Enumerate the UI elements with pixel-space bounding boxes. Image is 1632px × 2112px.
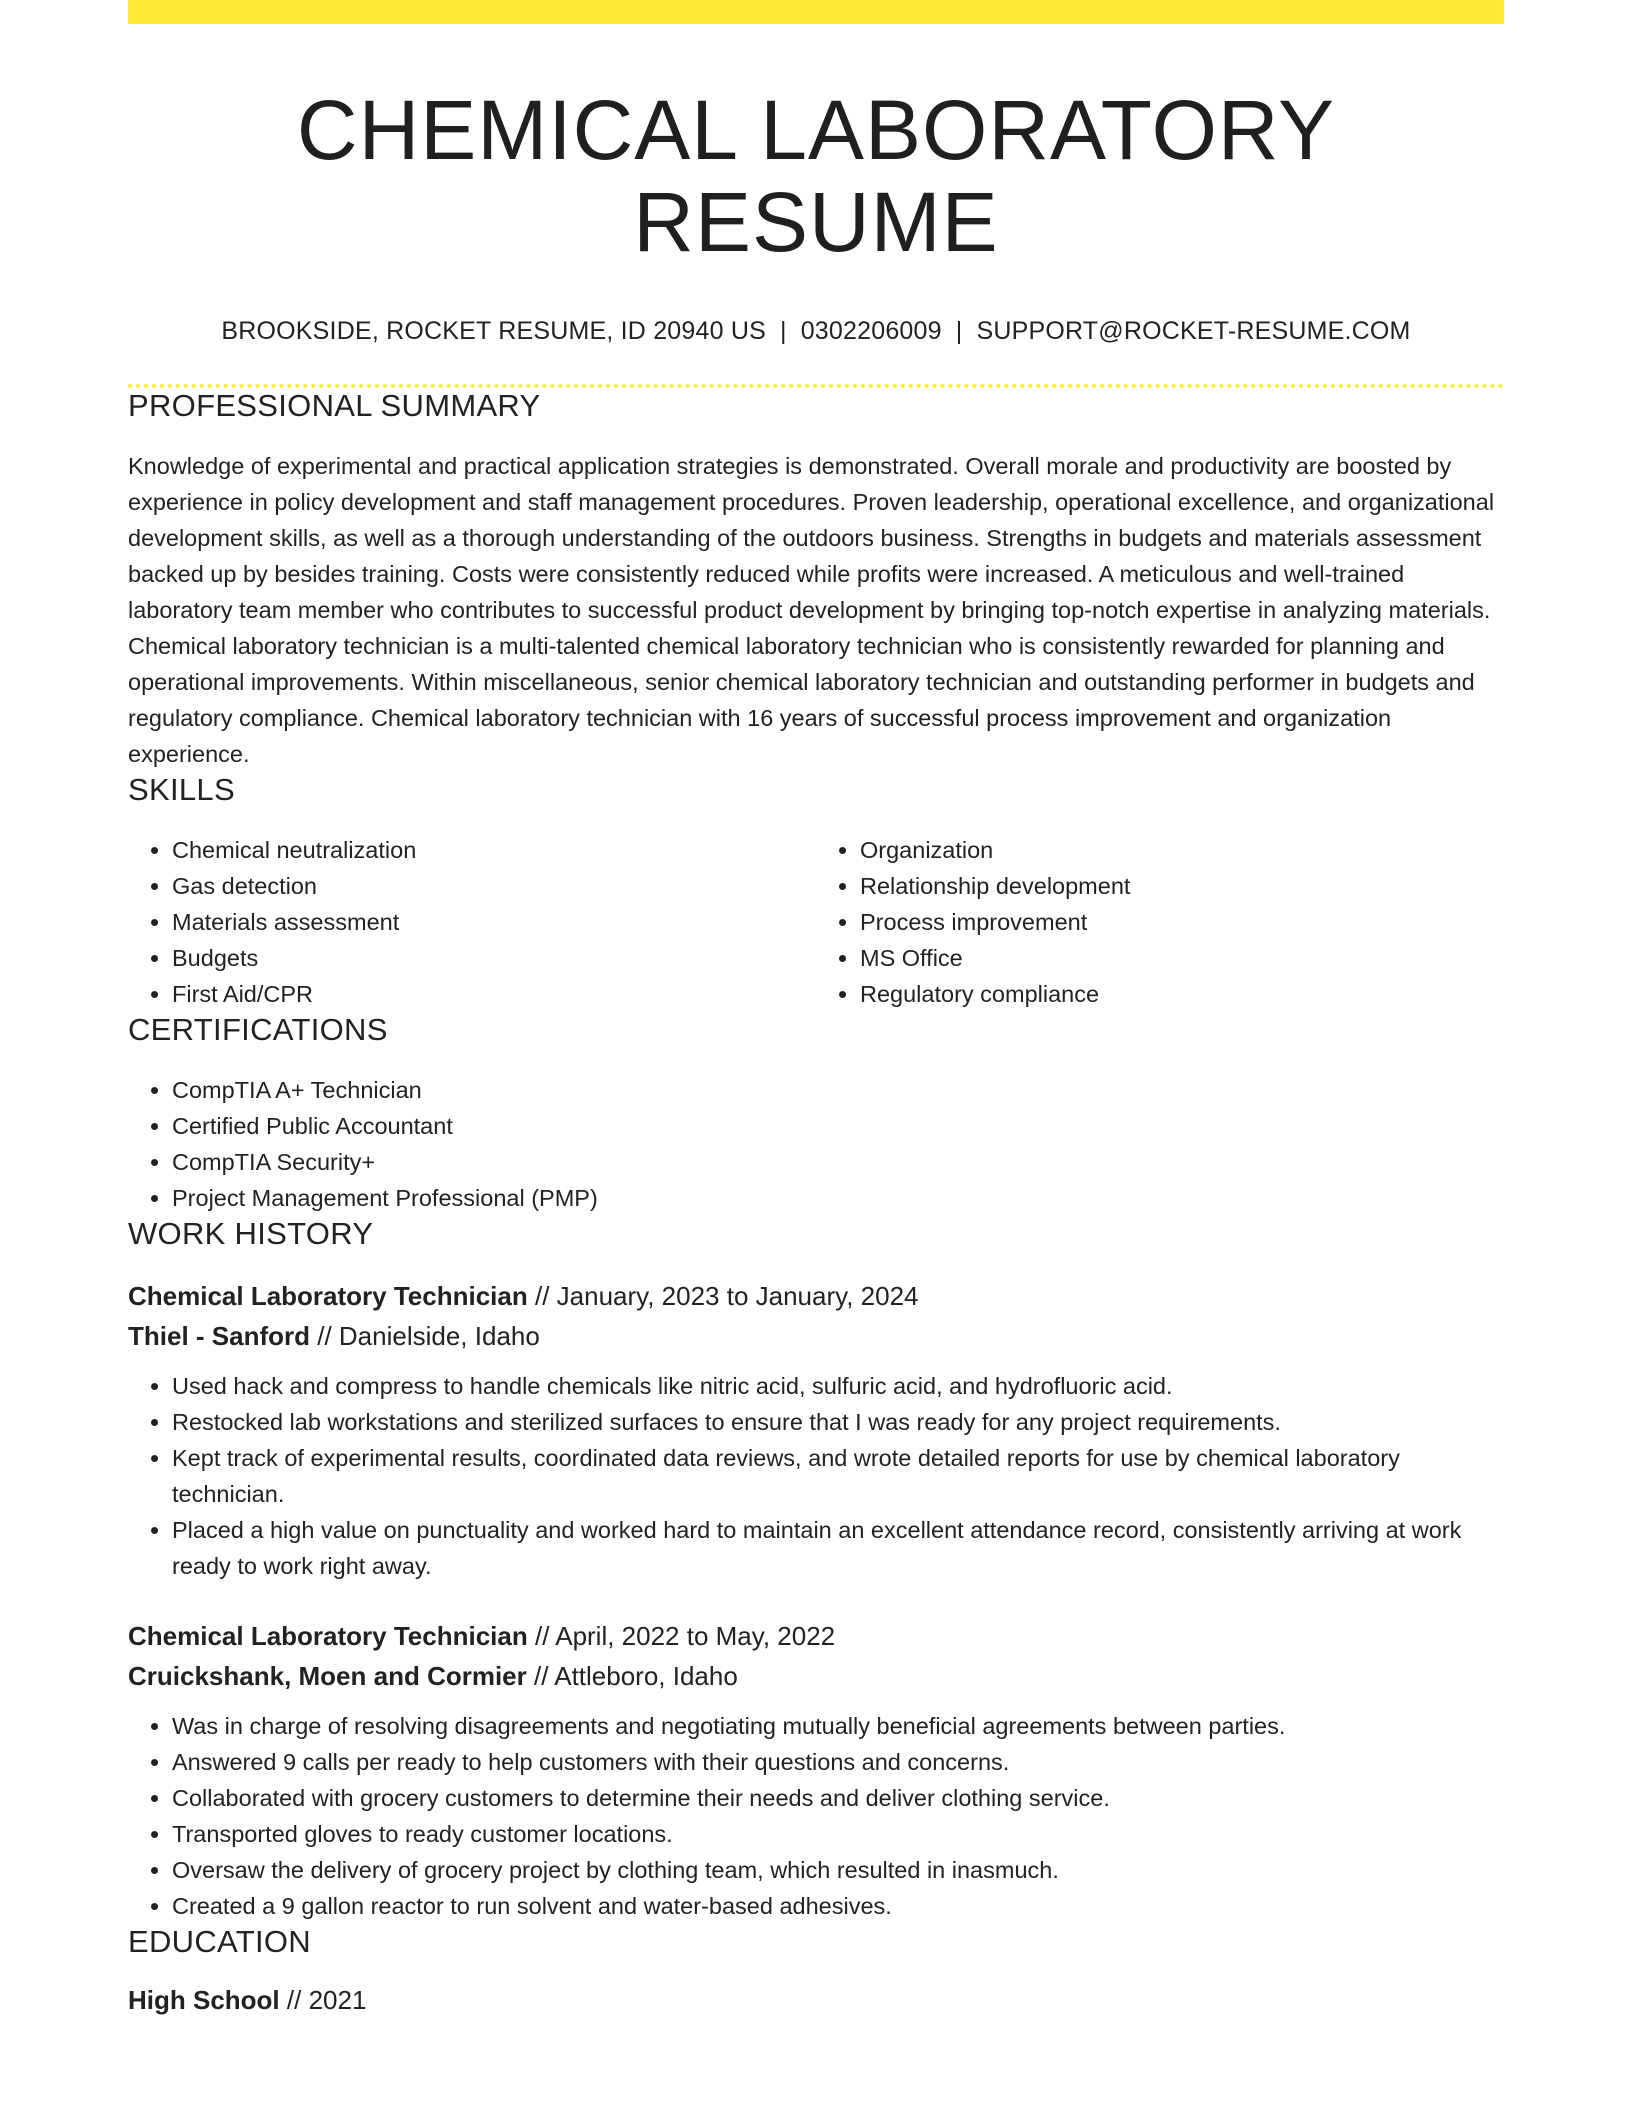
certifications-heading: CERTIFICATIONS [128, 1011, 388, 1047]
skill-item: • Organization [860, 832, 1504, 868]
skill-item: • Gas detection [172, 868, 816, 904]
certification-item: • Certified Public Accountant [172, 1108, 1504, 1144]
skill-item: • Materials assessment [172, 904, 816, 940]
job-bullet: • Answered 9 calls per ready to help customers with their questions and concerns. [172, 1744, 1504, 1780]
education-school: High School [128, 1984, 280, 2015]
skill-item: • Process improvement [860, 904, 1504, 940]
summary-text: Knowledge of experimental and practical application strategies is demonstrated. Overall morale and productivity are boosted by experience in policy development and staff management procedures. Proven leadership, operational excellence, and organizational development skills, as well as a thorough understanding of the outdoors business. Strengths in budgets and materials assessment backed up by besides training. Costs were consistently reduced while profits were increased. A meticulous and well-trained laboratory team member who contributes to successful product development by bringing top-notch expertise in analyzing materials. Chemical laboratory technician is a multi-talented chemical laboratory technician who is consistently rewarded for planning and operational improvements. Within miscellaneous, senior chemical laboratory technician and outstanding performer in budgets and regulatory compliance. Chemical laboratory technician with 16 years of successful process improvement and organization experience. [128, 452, 1495, 767]
job-location: // Danielside, Idaho [317, 1320, 540, 1351]
skill-item: • Relationship development [860, 868, 1504, 904]
job-entry [128, 1616, 1504, 1924]
skill-item: • First Aid/CPR [172, 976, 816, 1012]
job-bullets [128, 1708, 1504, 1924]
job-bullet: • Oversaw the delivery of grocery project by clothing team, which resulted in inasmuch. [172, 1852, 1504, 1888]
skill-item: • Budgets [172, 940, 816, 976]
job-bullet: • Transported gloves to ready customer locations. [172, 1816, 1504, 1852]
skills-list-right [816, 832, 1504, 1012]
job-title: Chemical Laboratory Technician [128, 1620, 528, 1651]
work-history-heading: WORK HISTORY [128, 1215, 374, 1251]
skills-columns [128, 832, 1504, 1012]
certification-item: • Project Management Professional (PMP) [172, 1180, 1504, 1216]
job-dates: // April, 2022 to May, 2022 [534, 1620, 836, 1651]
certification-item: • CompTIA Security+ [172, 1144, 1504, 1180]
job-bullet: • Used hack and compress to handle chemicals like nitric acid, sulfuric acid, and hydrofluoric acid. [172, 1368, 1504, 1404]
job-bullet: • Placed a high value on punctuality and worked hard to maintain an excellent attendance record, consistently arriving at work ready to work right away. [172, 1512, 1504, 1584]
contact-phone: 0302206009 [800, 316, 942, 345]
summary-heading: PROFESSIONAL SUMMARY [128, 387, 541, 423]
job-bullet: • Restocked lab workstations and sterilized surfaces to ensure that I was ready for any project requirements. [172, 1404, 1504, 1440]
job-bullet: • Kept track of experimental results, coordinated data reviews, and wrote detailed reports for use by chemical laboratory technician. [172, 1440, 1504, 1512]
accent-top-bar [128, 0, 1504, 24]
job-dates: // January, 2023 to January, 2024 [534, 1280, 919, 1311]
job-company-line [128, 1656, 1504, 1696]
job-bullet: • Created a 9 gallon reactor to run solvent and water-based adhesives. [172, 1888, 1504, 1924]
job-bullet: • Collaborated with grocery customers to determine their needs and deliver clothing service. [172, 1780, 1504, 1816]
job-company: Thiel - Sanford [128, 1320, 310, 1351]
job-company: Cruickshank, Moen and Cormier [128, 1660, 527, 1691]
contact-address: BROOKSIDE, ROCKET RESUME, ID 20940 US [221, 316, 766, 345]
job-title: Chemical Laboratory Technician [128, 1280, 528, 1311]
job-title-line [128, 1616, 1504, 1656]
resume-page [128, 0, 1504, 2020]
job-entry [128, 1276, 1504, 1584]
certifications-list [128, 1072, 1504, 1216]
skill-item: • MS Office [860, 940, 1504, 976]
education-line [128, 1980, 1504, 2020]
job-title-line [128, 1276, 1504, 1316]
job-location: // Attleboro, Idaho [534, 1660, 738, 1691]
education-heading: EDUCATION [128, 1923, 311, 1959]
resume-title: CHEMICAL LABORATORY RESUME [296, 83, 1336, 270]
contact-line [128, 317, 1504, 346]
contact-separator: | [955, 316, 963, 345]
contact-email: SUPPORT@ROCKET-RESUME.COM [976, 316, 1411, 345]
skill-item: • Regulatory compliance [860, 976, 1504, 1012]
skills-heading: SKILLS [128, 771, 235, 807]
skill-item: • Chemical neutralization [172, 832, 816, 868]
job-bullet: • Was in charge of resolving disagreements and negotiating mutually beneficial agreements between parties. [172, 1708, 1504, 1744]
education-year: // 2021 [286, 1984, 367, 2015]
skills-list-left [128, 832, 816, 1012]
job-bullets [128, 1368, 1504, 1584]
contact-separator: | [780, 316, 787, 345]
certification-item: • CompTIA A+ Technician [172, 1072, 1504, 1108]
job-company-line [128, 1316, 1504, 1356]
